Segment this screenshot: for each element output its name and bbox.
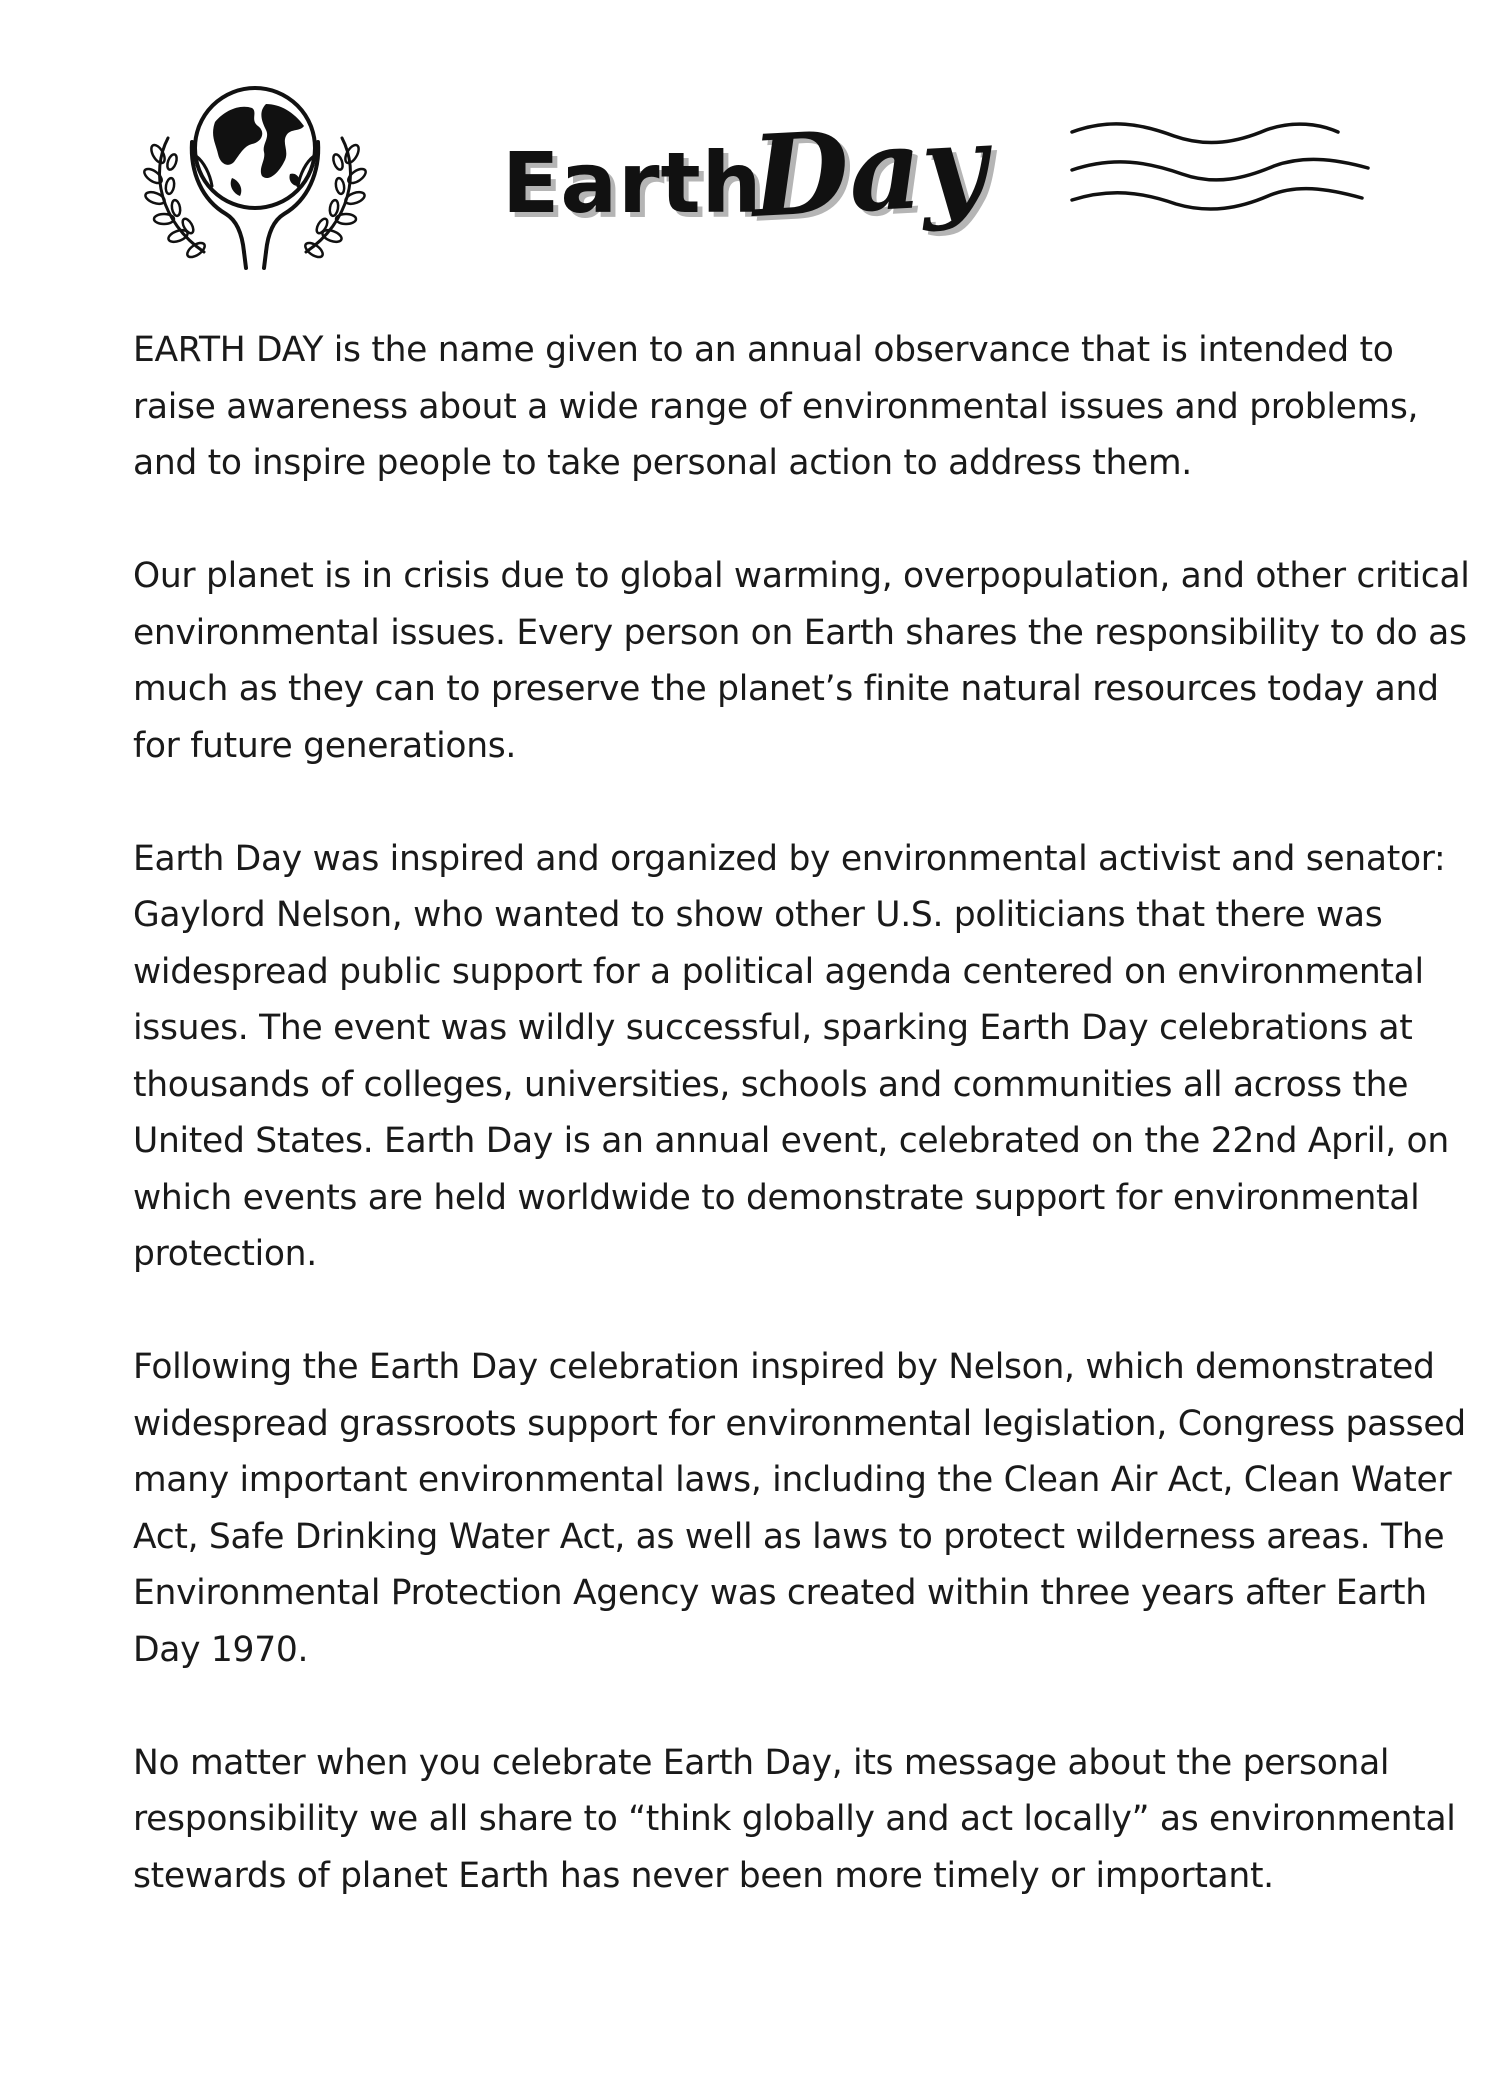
title-script-word: Day bbox=[748, 99, 990, 243]
text-line: Act, Safe Drinking Water Act, as well as laws to protect wilderness areas. The bbox=[133, 1516, 1445, 1557]
text-line: much as they can to preserve the planet’s finite natural resources today and bbox=[133, 669, 1439, 709]
text-line: responsibility we all share to “think globally and act locally” as environmental bbox=[133, 1799, 1456, 1839]
page-title bbox=[490, 99, 1010, 260]
text-line: and to inspire people to take personal action to address them. bbox=[133, 443, 1192, 483]
text-line: Gaylord Nelson, who wanted to show other U.S. politicians that there was bbox=[133, 895, 1383, 935]
text-line: widespread grassroots support for environmental legislation, Congress passed bbox=[133, 1403, 1466, 1444]
text-line: which events are held worldwide to demonstrate support for environmental bbox=[133, 1177, 1420, 1218]
article-body bbox=[133, 322, 1470, 1961]
text-line: thousands of colleges, universities, schools and communities all across the bbox=[133, 1064, 1409, 1105]
text-line: EARTH DAY is the name given to an annual observance that is intended to bbox=[133, 330, 1394, 370]
text-line: No matter when you celebrate Earth Day, its message about the personal bbox=[133, 1742, 1390, 1783]
text-line: Environmental Protection Agency was created within three years after Earth bbox=[133, 1573, 1427, 1613]
waves-icon bbox=[1070, 118, 1380, 218]
text-line: United States. Earth Day is an annual event, celebrated on the 22nd April, on bbox=[133, 1121, 1449, 1161]
text-line: stewards of planet Earth has never been more timely or important. bbox=[133, 1855, 1274, 1896]
text-line: many important environmental laws, including the Clean Air Act, Clean Water bbox=[133, 1460, 1452, 1500]
paragraph-intro bbox=[133, 322, 1419, 492]
title-bold-word: Earth bbox=[502, 134, 763, 232]
text-line: Earth Day was inspired and organized by environmental activist and senator: bbox=[133, 838, 1446, 879]
text-line: protection. bbox=[133, 1234, 317, 1274]
text-line: Following the Earth Day celebration inspired by Nelson, which demonstrated bbox=[133, 1347, 1435, 1387]
text-line: raise awareness about a wide range of environmental issues and problems, bbox=[133, 386, 1419, 427]
paragraph-crisis bbox=[133, 548, 1470, 774]
page-header bbox=[0, 0, 1500, 290]
text-line: issues. The event was wildly successful, sparking Earth Day celebrations at bbox=[133, 1008, 1413, 1048]
text-line: Our planet is in crisis due to global warming, overpopulation, and other critical bbox=[133, 556, 1470, 596]
text-line: for future generations. bbox=[133, 725, 517, 766]
text-line: environmental issues. Every person on Earth shares the responsibility to do as bbox=[133, 612, 1467, 653]
text-line: Day 1970. bbox=[133, 1629, 309, 1670]
paragraph-legislation bbox=[133, 1339, 1466, 1678]
text-line: widespread public support for a political agenda centered on environmental bbox=[133, 951, 1424, 992]
paragraph-history bbox=[133, 831, 1449, 1283]
globe-in-hands-laurel-icon bbox=[140, 82, 370, 272]
paragraph-message bbox=[133, 1735, 1456, 1905]
